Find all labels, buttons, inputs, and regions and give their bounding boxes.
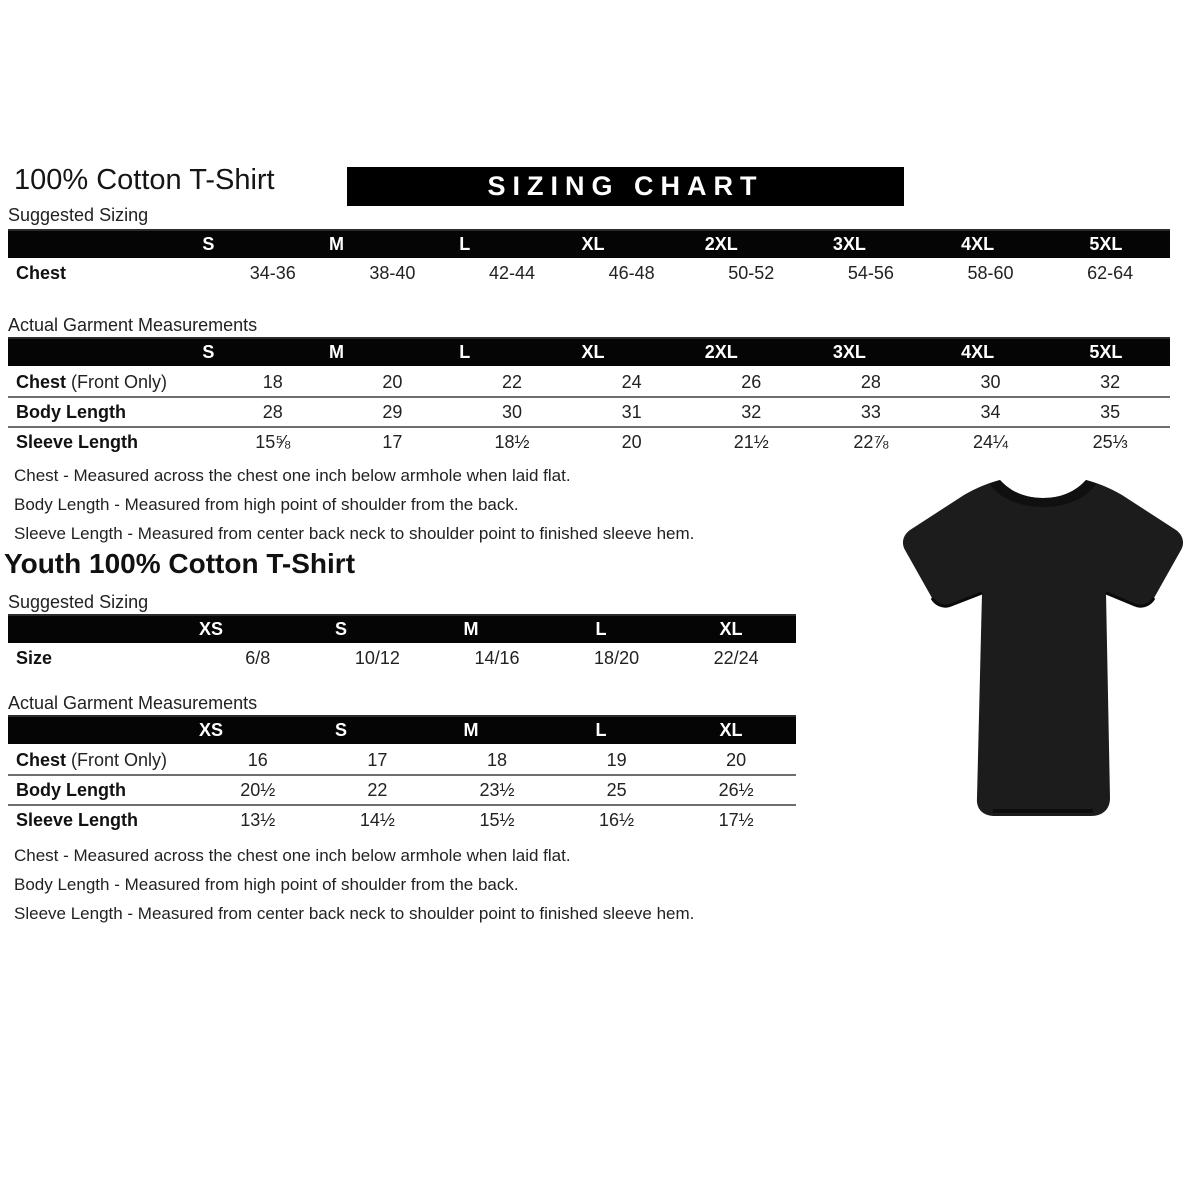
column-header: S [334,720,347,740]
page-title: 100% Cotton T-Shirt [14,164,275,196]
table-row [8,396,1170,426]
sizing-chart-banner [347,167,904,206]
column-header: 5XL [1089,234,1123,254]
table-row [8,258,1170,288]
column-header: M [463,720,479,740]
adult-measurements-table [8,337,1170,456]
column-header: XL [719,720,743,740]
table-row [8,366,1170,396]
adult-measurement-notes [14,461,694,548]
cell-value: 25⅓ [1092,431,1128,452]
row-label: Body Length [16,779,126,800]
cell-value: 18/20 [594,647,640,668]
column-header: 3XL [832,234,866,254]
cell-value: 18 [486,749,507,770]
column-header: M [329,234,345,254]
cell-value: 33 [860,401,881,422]
cell-value: 14/16 [474,647,520,668]
row-label: Chest [16,749,67,770]
cell-value: 19 [606,749,627,770]
cell-value: 28 [860,371,881,392]
cell-value: 28 [262,401,283,422]
youth-measurement-notes [14,841,694,928]
note-line: Chest - Measured across the chest one inch below armhole when laid flat. [14,846,571,865]
column-header: 2XL [704,342,738,362]
cell-value: 24¼ [973,431,1009,452]
cell-value: 30 [502,401,523,422]
youth-suggested-sizing-label: Suggested Sizing [8,592,149,612]
sizing-chart-banner-text: SIZING CHART [487,171,764,201]
youth-measurements-table [8,715,796,834]
cell-value: 10/12 [354,647,400,668]
cell-value: 15⅝ [255,431,291,452]
note-line: Body Length - Measured from high point of shoulder from the back. [14,495,519,514]
column-header: 2XL [704,234,738,254]
cell-value: 26½ [718,779,754,800]
cell-value: 32 [741,401,762,422]
cell-value: 17½ [718,809,754,830]
table-row [8,744,796,774]
row-label: Size [16,647,53,668]
cell-value: 25 [606,779,627,800]
tshirt-icon [893,466,1193,836]
row-label: Sleeve Length [16,431,139,452]
cell-value: 31 [621,401,642,422]
adult-suggested-sizing-label: Suggested Sizing [8,205,149,225]
cell-value: 16 [247,749,268,770]
cell-value: 38-40 [369,262,416,283]
column-header: L [459,234,471,254]
cell-value: 50-52 [728,262,775,283]
column-header: XS [198,619,223,639]
row-label: Chest [16,371,67,392]
column-header: 4XL [961,342,995,362]
column-header: M [329,342,345,362]
table-row [8,643,796,673]
black-tshirt-image [893,466,1193,836]
column-header: L [459,342,471,362]
column-header: 3XL [832,342,866,362]
cell-value: 24 [621,371,642,392]
column-header: XL [581,234,605,254]
table-header-row [8,339,1170,366]
cell-value: 35 [1100,401,1121,422]
youth-section-title: Youth 100% Cotton T-Shirt [4,548,356,579]
row-label: Chest [16,262,67,283]
cell-value: 22 [367,779,388,800]
cell-value: 18 [262,371,283,392]
column-header: S [202,342,215,362]
cell-value: 29 [382,401,403,422]
column-header: XL [581,342,605,362]
column-header: 4XL [961,234,995,254]
cell-value: 22/24 [713,647,759,668]
cell-value: 42-44 [489,262,536,283]
cell-value: 20 [726,749,747,770]
youth-suggested-table [8,614,796,673]
cell-value: 54-56 [847,262,894,283]
cell-value: 22⅞ [853,431,889,452]
cell-value: 23½ [479,779,515,800]
table-header-row [8,616,796,643]
table-row [8,774,796,804]
cell-value: 17 [367,749,388,770]
column-header: 5XL [1089,342,1123,362]
cell-value: 18½ [494,431,530,452]
cell-value: 22 [502,371,523,392]
cell-value: 46-48 [608,262,655,283]
row-label: Sleeve Length [16,809,139,830]
cell-value: 26 [741,371,762,392]
cell-value: 34 [980,401,1001,422]
note-line: Chest - Measured across the chest one inch below armhole when laid flat. [14,466,571,485]
cell-value: 32 [1100,371,1121,392]
cell-value: 16½ [599,809,635,830]
column-header: XS [198,720,223,740]
cell-value: 17 [382,431,403,452]
cell-value: 30 [980,371,1001,392]
column-header: L [595,720,607,740]
cell-value: 15½ [479,809,515,830]
note-line: Sleeve Length - Measured from center back neck to shoulder point to finished sleeve hem. [14,904,695,923]
row-label: Body Length [16,401,126,422]
cell-value: 13½ [240,809,276,830]
cell-value: 34-36 [249,262,296,283]
column-header: XL [719,619,743,639]
cell-value: 62-64 [1087,262,1134,283]
cell-value: 20 [621,431,642,452]
column-header: L [595,619,607,639]
row-label-suffix: (Front Only) [66,371,168,392]
cell-value: 58-60 [967,262,1014,283]
cell-value: 20 [382,371,403,392]
note-line: Sleeve Length - Measured from center back neck to shoulder point to finished sleeve hem. [14,524,695,543]
cell-value: 14½ [359,809,395,830]
table-row [8,804,796,834]
column-header: M [463,619,479,639]
table-header-row [8,717,796,744]
row-label-suffix: (Front Only) [66,749,168,770]
column-header: S [334,619,347,639]
adult-measurements-label: Actual Garment Measurements [8,315,258,335]
youth-measurements-label: Actual Garment Measurements [8,693,258,713]
column-header: S [202,234,215,254]
adult-suggested-table [8,229,1170,288]
table-row [8,426,1170,456]
cell-value: 6/8 [245,647,271,668]
cell-value: 20½ [240,779,276,800]
table-header-row [8,231,1170,258]
note-line: Body Length - Measured from high point of shoulder from the back. [14,875,519,894]
cell-value: 21½ [733,431,769,452]
